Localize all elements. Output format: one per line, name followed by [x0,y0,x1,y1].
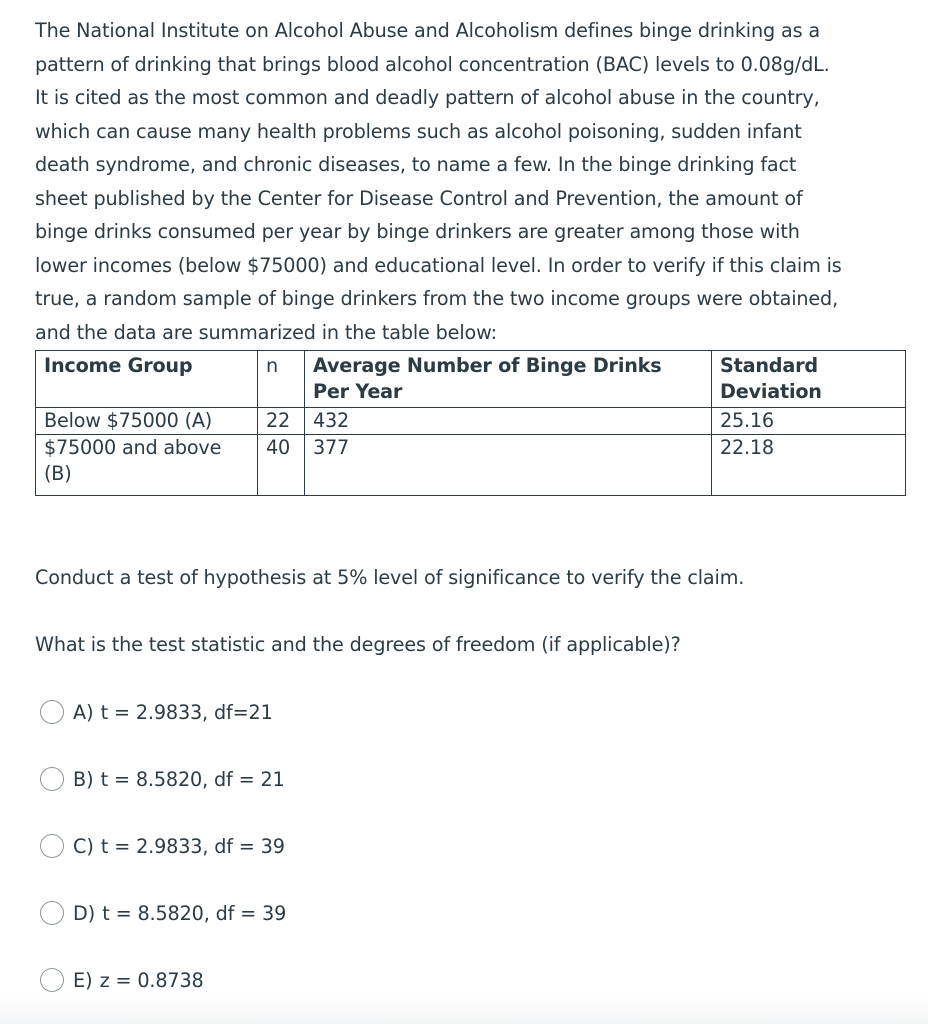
intro-line: sheet published by the Center for Disease Control and Prevention, the amount of [35,186,803,210]
cell-n: 40 [258,435,305,496]
radio-button[interactable] [40,834,64,858]
radio-button[interactable] [40,767,64,791]
question-text: What is the test statistic and the degrees of freedom (if applicable)? [35,633,681,656]
option-text: t = 8.5820, df = 21 [100,767,285,791]
option-letter: C) [73,834,94,858]
intro-line: pattern of drinking that brings blood alcohol concentration (BAC) levels to 0.08g/dL. [35,52,830,76]
table-header-row [36,351,906,408]
cell-average: 377 [305,435,712,496]
cell-sd: 22.18 [712,435,906,496]
option-letter: B) [73,767,94,791]
table-row [36,435,906,496]
option-text: t = 2.9833, df=21 [100,700,273,724]
intro-line: and the data are summarized in the table below: [35,320,497,344]
header-n: n [258,351,305,408]
radio-button[interactable] [40,901,64,925]
header-income-group: Income Group [36,351,258,408]
cell-group: Below $75000 (A) [36,408,258,435]
intro-line: true, a random sample of binge drinkers from the two income groups were obtained, [35,287,839,310]
option-letter: D) [73,901,96,925]
answer-option-d[interactable] [40,899,286,927]
answer-option-b[interactable] [40,765,285,793]
header-average: Average Number of Binge Drinks Per Year [305,351,712,408]
instruction-text: Conduct a test of hypothesis at 5% level of significance to verify the claim. [35,566,745,589]
option-letter: A) [73,700,94,724]
answer-option-c[interactable] [40,832,285,860]
summary-table [35,350,906,496]
intro-line: which can cause many health problems such as alcohol poisoning, sudden infant [35,119,802,143]
option-text: z = 0.8738 [99,968,204,992]
table-row [36,408,906,435]
cell-sd: 25.16 [712,408,906,435]
option-text: t = 2.9833, df = 39 [100,834,285,858]
intro-line: The National Institute on Alcohol Abuse and Alcoholism defines binge drinking as a [35,19,820,42]
radio-button[interactable] [40,700,64,724]
answer-option-a[interactable] [40,698,273,726]
question-intro [35,14,905,349]
intro-line: lower incomes (below $75000) and educational level. In order to verify if this claim is [35,253,842,277]
cell-n: 22 [258,408,305,435]
intro-line: death syndrome, and chronic diseases, to name a few. In the binge drinking fact [35,153,797,176]
cell-average: 432 [305,408,712,435]
intro-line: It is cited as the most common and deadly pattern of alcohol abuse in the country, [35,86,820,109]
option-letter: E) [73,968,93,992]
header-standard-deviation: Standard Deviation [712,351,906,408]
radio-button[interactable] [40,968,64,992]
cell-group: $75000 and above (B) [36,435,258,496]
answer-option-e[interactable] [40,966,204,994]
option-text: t = 8.5820, df = 39 [102,901,287,925]
intro-line: binge drinks consumed per year by binge drinkers are greater among those with [35,220,800,243]
